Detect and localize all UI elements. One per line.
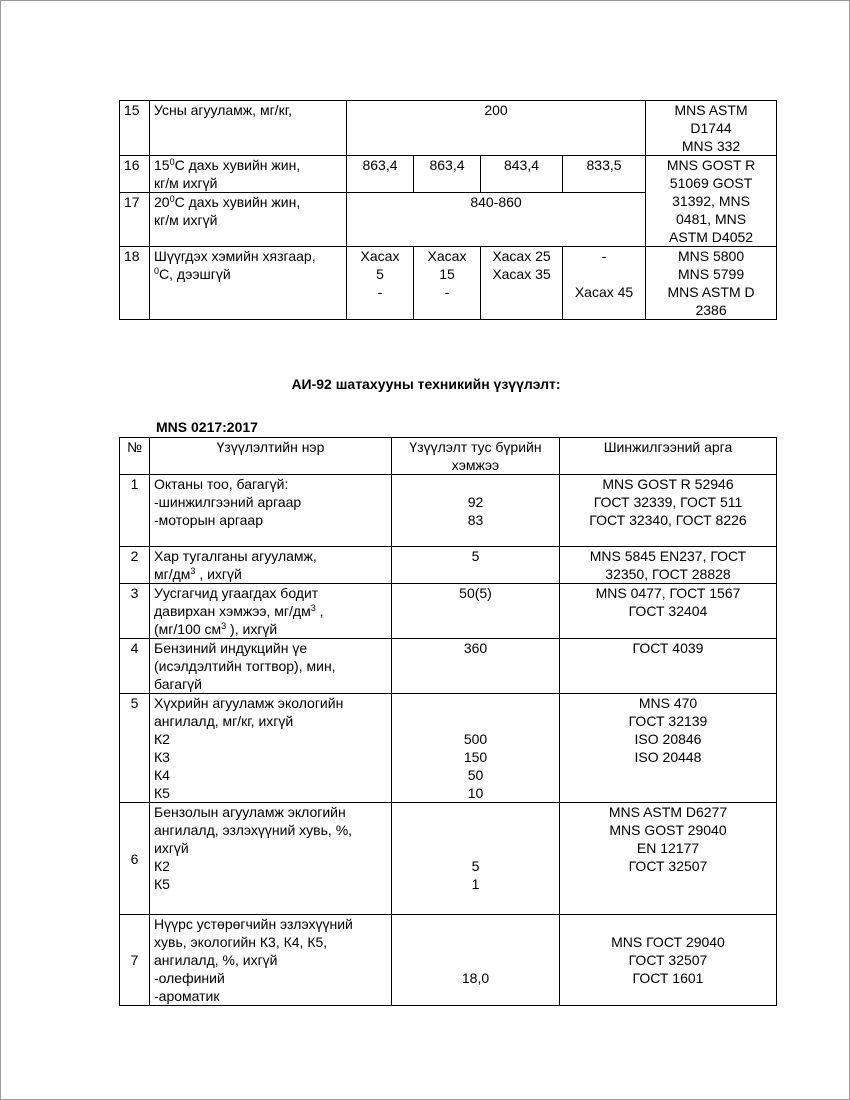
row-value: 863,4 — [347, 156, 414, 193]
row-value: 863,4 — [414, 156, 481, 193]
header-no: № — [120, 438, 150, 475]
row-method: MNS GOST R 52946 ГОСТ 32339, ГОСТ 511 ГОСТ 32340, ГОСТ 8226 — [560, 475, 777, 547]
row-name: $15^0С$ дахь хувийн жин, кг/м ихгүй — [150, 156, 347, 193]
row-method: MNS ASTM D6277 MNS GOST 29040 EN 12177 ГОСТ 32507 — [560, 803, 777, 915]
row-value: 840-860 — [347, 193, 646, 247]
row-number: 15 — [120, 101, 150, 156]
row-name: Бензолын агууламж эклогийн ангилалд, эзлэхүүний хувь, %, ихгүй К2 К5 — [150, 803, 392, 915]
row-value: Хасах 15 - — [414, 247, 481, 320]
row-value: 500 150 50 10 — [392, 694, 560, 803]
row-value: 843,4 — [481, 156, 563, 193]
row-number: 17 — [120, 193, 150, 247]
row-value: 360 — [392, 639, 560, 694]
row-number: 16 — [120, 156, 150, 193]
row-number: 5 — [120, 694, 150, 803]
row-name: Уусгагчид угаагдах бодит давирхан хэмжээ, $мг/дм^3$ , (мг/100 $см^3$ ), ихгүй — [150, 584, 392, 639]
row-method: MNS 0477, ГОСТ 1567 ГОСТ 32404 — [560, 584, 777, 639]
row-name: Шүүгдэх хэмийн хязгаар, $^0$С, дээшгүй — [150, 247, 347, 320]
row-value: 833,5 — [563, 156, 646, 193]
row-number: 4 — [120, 639, 150, 694]
row-name: Бензиний индукцийн үе (исэлдэлтийн тогтвор), мин, багагүй — [150, 639, 392, 694]
row-number: 3 — [120, 584, 150, 639]
row-value: 5 1 — [392, 803, 560, 915]
row-number: 18 — [120, 247, 150, 320]
spec-table-continued — [119, 100, 777, 320]
row-method: MNS 470 ГОСТ 32139 ISO 20846 ISO 20448 — [560, 694, 777, 803]
header-method: Шинжилгээний арга — [560, 438, 777, 475]
row-name: $20^0С$ дахь хувийн жин, кг/м ихгүй — [150, 193, 347, 247]
row-number: 6 — [120, 803, 150, 915]
row-method: ГОСТ 4039 — [560, 639, 777, 694]
row-value: 5 — [392, 547, 560, 584]
table-row — [120, 101, 777, 156]
row-name: Усны агууламж, мг/кг, — [150, 101, 347, 156]
row-value: 92 83 — [392, 475, 560, 547]
table-row — [120, 915, 777, 1006]
row-method: MNS ГОСТ 29040 ГОСТ 32507 ГОСТ 1601 — [560, 915, 777, 1006]
header-name: Үзүүлэлтийн нэр — [150, 438, 392, 475]
table-row — [120, 584, 777, 639]
row-value: - Хасах 45 — [563, 247, 646, 320]
table-row — [120, 547, 777, 584]
ai92-spec-table — [119, 437, 777, 1006]
row-name: Хүхрийн агууламж экологийн ангилалд, мг/кг, ихгүй К2 К3 К4 К5 — [150, 694, 392, 803]
header-unit: Үзүүлэлт тус бүрийн хэмжээ — [392, 438, 560, 475]
row-method: MNS GOST R 51069 GOST 31392, MNS 0481, MNS ASTM D4052 — [646, 156, 777, 247]
row-method: MNS 5845 EN237, ГОСТ 32350, ГОСТ 28828 — [560, 547, 777, 584]
row-method: MNS ASTM D1744 MNS 332 — [646, 101, 777, 156]
row-number: 7 — [120, 915, 150, 1006]
table-row — [120, 803, 777, 915]
row-value: 18,0 — [392, 915, 560, 1006]
row-number: 1 — [120, 475, 150, 547]
row-number: 2 — [120, 547, 150, 584]
row-value: Хасах 5 - — [347, 247, 414, 320]
section-title: АИ-92 шатахууны техникийн үзүүлэлт: — [291, 376, 561, 392]
table-row — [120, 639, 777, 694]
row-name: Хар тугалганы агууламж, $мг/дм^3$ , ихгүй — [150, 547, 392, 584]
table-row — [120, 694, 777, 803]
row-name: Нүүрс устөрөгчийн эзлэхүүний хувь, экологийн К3, К4, К5, ангилалд, %, ихгүй -олефиний -ароматик — [150, 915, 392, 1006]
row-value: 200 — [347, 101, 646, 156]
table-row — [120, 475, 777, 547]
row-value: 50(5) — [392, 584, 560, 639]
table-row — [120, 156, 777, 193]
row-name: Октаны тоо, багагүй: -шинжилгээний аргаар -моторын аргаар — [150, 475, 392, 547]
row-method: MNS 5800 MNS 5799 MNS ASTM D 2386 — [646, 247, 777, 320]
table-row — [120, 247, 777, 320]
table-header-row — [120, 438, 777, 475]
row-value: Хасах 25 Хасах 35 — [481, 247, 563, 320]
standard-label: MNS 0217:2017 — [156, 419, 258, 435]
